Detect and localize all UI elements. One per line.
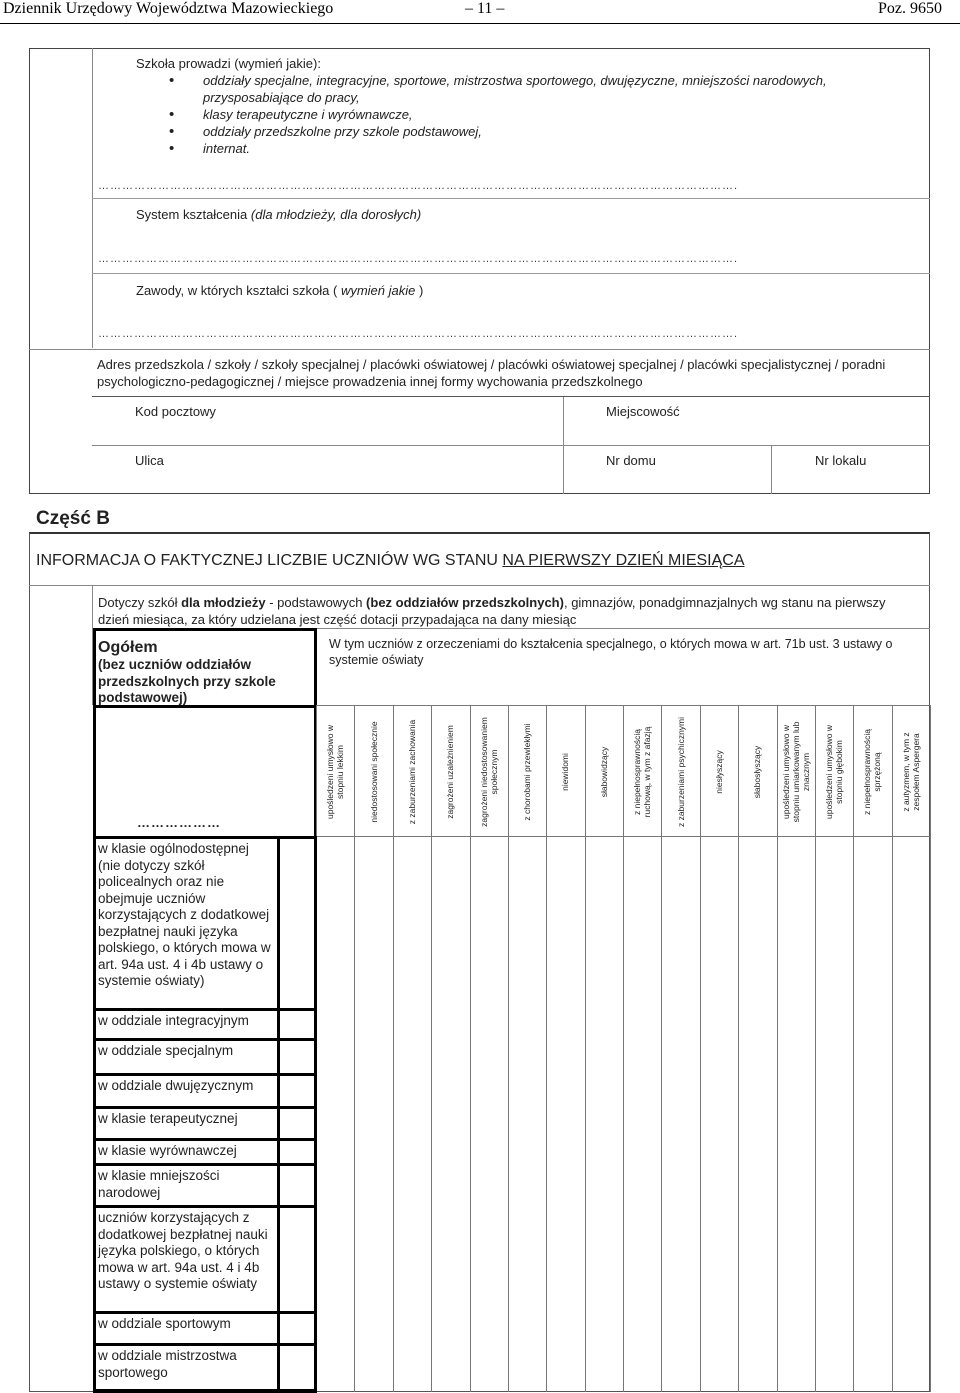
total-subtitle: (bez uczniów oddziałów przedszkolnych przy szkole podstawowej) [98,657,276,705]
row-label: w oddziale integracyjnym [98,1013,249,1028]
row-label: w oddziale sportowym [98,1316,231,1331]
journal-title: Dziennik Urzędowy Województwa Mazowieckiego [3,0,334,17]
school-runs-item: • oddziały specjalne, integracyjne, sportowe, mistrzostwa sportowego, dwujęzyczne, mniejszości narodowych, przysposabiające do pracy, [169,72,916,106]
column-header: z zaburzeniami zachowania [406,719,417,825]
total-header [98,639,308,707]
education-system-label: System kształcenia [136,207,248,222]
grid-column-line [815,705,816,1392]
column-header: zagrożeni uzależnieniem [445,725,456,819]
column-header: słabowidzący [598,746,609,798]
column-header: z niepełnosprawnością sprzężoną [862,729,883,815]
column-header: zagrożeni niedostosowaniem społecznym [478,717,499,827]
education-system-hint: (dla młodzieży, dla dorosłych) [250,207,422,222]
row-label: w klasie ogólnodostępnej (nie dotyczy szkół policealnych oraz nie obejmuje uczniów korzystających z dodatkowej bezpłatnej nauki języka polskiego, o których mowa w art. 94a ust. 4 i 4b ustawy o systemie oświaty) [98,841,271,988]
grid-column-line [777,705,778,1392]
dotted-fill-line: ……………………………………………………………………………………………………………………………………………. [98,253,739,265]
column-header: upośledzeni umysłowo w stopniu umiarkowanym lub znacznym [780,721,811,823]
column-header: z chorobami przewlekłymi [522,723,533,821]
grid-column-line [700,705,701,1392]
street-label: Ulica [135,453,164,468]
school-runs-block [136,55,916,157]
school-runs-item: • oddziały przedszkolne przy szkole podstawowej, [169,123,916,140]
grid-column-line [853,705,854,1392]
grid-column-line [738,705,739,1392]
divider [29,349,930,350]
special-needs-heading: W tym uczniów z orzeczeniami do kształcenia specjalnego, o których mowa w art. 71b ust. 3 ustawy o systemie oświaty [329,637,893,667]
row-label: w klasie terapeutycznej [98,1111,238,1126]
grid-column-line [892,705,893,1392]
school-runs-item: • klasy terapeutyczne i wyrównawcze, [169,106,916,123]
grid-column-line [623,705,624,1392]
grid-column-line [546,705,547,1392]
row-label: w oddziale specjalnym [98,1043,234,1058]
row-label: w klasie mniejszości narodowej [98,1168,220,1200]
grid-column-line [585,705,586,1392]
row-label: w oddziale dwujęzycznym [98,1078,254,1093]
grid-column-line [354,705,355,1392]
dotted-fill-line: ……………………………………………………………………………………………………………………………………………. [98,328,739,340]
page-number: – 11 – [465,0,505,17]
professions-hint: wymień jakie [340,283,416,298]
grid-column-line [393,705,394,1392]
column-header: niewidomi [560,753,571,791]
address-heading: Adres przedszkola / szkoły / szkoły specjalnej / placówki oświatowej / placówki oświatowej specjalnej / placówki specjalistycznej / poradni psychologiczno-pedagogicznej / miejsce prowadzenia innej formy wychowania przedszkolnego [97,357,886,389]
dotted-fill-line: ……………………………………………………………………………………………………………………………………………. [98,180,739,192]
scope-note: Dotyczy szkół dla młodzieży - podstawowych (bez oddziałów przedszkolnych), gimnazjów, ponadgimnazjalnych wg stanu na pierwszy dzień miesiąca, za który udzielana jest część dotacji przypadająca na dany miesiąc [98,595,886,627]
page-header [0,0,960,24]
apartment-number-label: Nr lokalu [815,453,867,468]
grid-column-line [661,705,662,1392]
row-label: w oddziale mistrzostwa sportowego [98,1348,237,1380]
education-system-row [136,206,421,223]
total-dots: ……………… [137,815,221,830]
house-number-label: Nr domu [606,453,656,468]
row-label: w klasie wyrównawczej [98,1143,237,1158]
column-header: upośledzeni umysłowo w stopniu głębokim [824,724,845,820]
column-header: niedostosowani społecznie [368,721,379,823]
header-rule [0,23,960,24]
grid-column-line [431,705,432,1392]
column-header: z zaburzeniami psychicznymi [675,716,686,828]
grid-column-line [930,705,931,1392]
professions-row: Zawody, w których kształci szkoła ( wymień jakie ) [136,283,424,298]
school-runs-list [169,72,916,157]
school-runs-item: • internat. [169,140,916,157]
divider [92,198,930,199]
grid-row-line [316,836,930,837]
total-title: Ogółem [98,639,158,656]
professions-label: Zawody, w których kształci szkoła ( [136,283,338,298]
divider [29,585,930,586]
city-label: Miejscowość [606,404,680,419]
part-b-label: Część B [36,508,110,529]
row-label: uczniów korzystających z dodatkowej bezpłatnej nauki języka polskiego, o których mowa w art. 94a ust. 4 i 4b ustawy o systemie oświaty [98,1210,268,1291]
column-header: słabosłyszący [752,745,763,799]
grid-column-line [470,705,471,1392]
postal-code-label: Kod pocztowy [135,404,216,419]
column-header: z niepełnosprawnością ruchową, w tym z afazją [632,726,653,818]
grid-column-line [508,705,509,1392]
column-header: upośledzeni umysłowo w stopniu lekkim [325,724,346,820]
column-header: niesłyszący [713,750,724,794]
school-runs-label: Szkoła prowadzi (wymień jakie): [136,56,321,71]
grid-row-line [316,705,930,706]
column-header: z autyzmem, w tym z zespołem Aspergera [900,732,921,812]
position-number: Poz. 9650 [878,0,942,17]
section-b-title: INFORMACJA O FAKTYCZNEJ LICZBIE UCZNIÓW WG STANU NA PIERWSZY DZIEŃ MIESIĄCA [36,552,745,569]
divider [92,273,930,274]
address-table [92,396,930,494]
